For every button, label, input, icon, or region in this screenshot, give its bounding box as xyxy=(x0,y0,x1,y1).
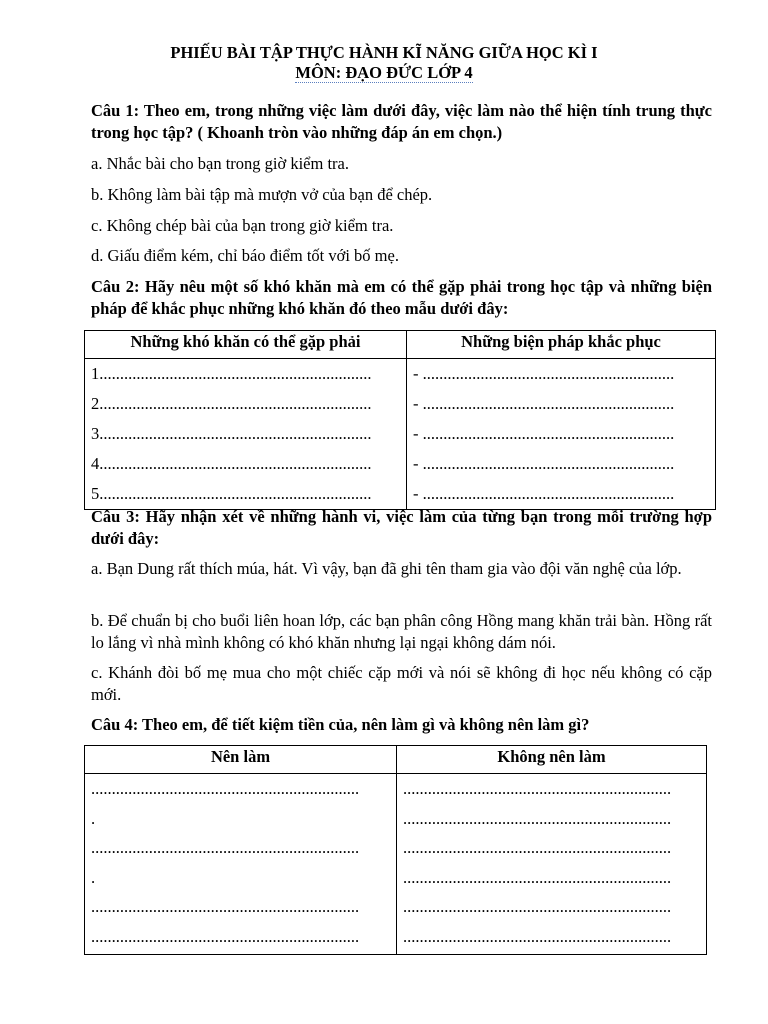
q2-solution-line: - ............................................................. xyxy=(413,394,675,413)
q2-difficulty-line: 2.................................................................. xyxy=(91,394,372,413)
q2-difficulty-line: 3.................................................................. xyxy=(91,424,372,443)
q2-header-difficulties: Những khó khăn có thể gặp phải xyxy=(85,331,407,359)
q4-header-should-not: Không nên làm xyxy=(397,746,707,774)
q4-should-line: ................................................................. xyxy=(91,838,360,857)
q2-difficulty-line: 1.................................................................. xyxy=(91,364,372,383)
q2-solution-line: - ............................................................. xyxy=(413,484,675,503)
q2-solutions-cell[interactable] xyxy=(407,359,716,510)
q4-should-not-cell[interactable] xyxy=(397,774,707,955)
q4-should-line: ................................................................. xyxy=(91,779,360,798)
q3-case-a: a. Bạn Dung rất thích múa, hát. Vì vậy, bạn đã ghi tên tham gia vào đội văn nghệ của lớp. xyxy=(91,559,682,578)
q2-solution-line: - ............................................................. xyxy=(413,424,675,443)
q4-header-should: Nên làm xyxy=(85,746,397,774)
q2-difficulty-line: 5.................................................................. xyxy=(91,484,372,503)
q4-should-line: . xyxy=(91,808,96,828)
q1-option-b: b. Không làm bài tập mà mượn vở của bạn để chép. xyxy=(91,185,433,204)
q3-case-c: c. Khánh đòi bố mẹ mua cho một chiếc cặp mới và nói sẽ không đi học nếu không có cặp mới. xyxy=(91,663,712,704)
subject-line: MÔN: ĐẠO ĐỨC LỚP 4 xyxy=(295,63,473,82)
q4-should-not-line: ................................................................. xyxy=(403,779,672,798)
q2-table xyxy=(84,330,716,510)
q4-should-line: . xyxy=(91,867,96,887)
q3-case-b: b. Để chuẩn bị cho buổi liên hoan lớp, các bạn phân công Hồng mang khăn trải bàn. Hồng rất lo lắng vì nhà mình không có khó khăn nhưng lại ngại không dám nói. xyxy=(91,611,712,652)
q1-option-d: d. Giấu điểm kém, chỉ báo điểm tốt với bố mẹ. xyxy=(91,246,399,265)
q4-should-not-line: ................................................................. xyxy=(403,808,672,828)
question-3: Câu 3: Hãy nhận xét về những hành vi, việc làm của từng bạn trong mỗi trường hợp dưới đây: xyxy=(91,507,712,548)
q2-difficulty-line: 4.................................................................. xyxy=(91,454,372,473)
q4-should-not-line: ................................................................. xyxy=(403,867,672,887)
q1-option-c: c. Không chép bài của bạn trong giờ kiểm tra. xyxy=(91,216,394,235)
q4-should-cell[interactable] xyxy=(85,774,397,955)
worksheet-subtitle xyxy=(0,63,768,83)
q4-should-line: ................................................................. xyxy=(91,897,360,916)
q4-should-line: ................................................................. xyxy=(91,926,360,946)
question-4: Câu 4: Theo em, để tiết kiệm tiền của, nên làm gì và không nên làm gì? xyxy=(91,715,590,734)
q4-should-not-line: ................................................................. xyxy=(403,838,672,857)
question-1: Câu 1: Theo em, trong những việc làm dưới đây, việc làm nào thể hiện tính trung thực trong học tập? ( Khoanh tròn vào những đáp án em chọn.) xyxy=(91,101,712,142)
q2-header-solutions: Những biện pháp khắc phục xyxy=(407,331,716,359)
q4-should-not-line: ................................................................. xyxy=(403,926,672,946)
q2-solution-line: - ............................................................. xyxy=(413,454,675,473)
worksheet-title: PHIẾU BÀI TẬP THỰC HÀNH KĨ NĂNG GIỮA HỌC KÌ I xyxy=(170,43,598,62)
q4-should-not-line: ................................................................. xyxy=(403,897,672,916)
q1-option-a: a. Nhắc bài cho bạn trong giờ kiểm tra. xyxy=(91,154,349,173)
q2-solution-line: - ............................................................. xyxy=(413,364,675,383)
question-2: Câu 2: Hãy nêu một số khó khăn mà em có thể gặp phải trong học tập và những biện pháp để khắc phục những khó khăn đó theo mẫu dưới đây: xyxy=(91,277,712,318)
q4-table xyxy=(84,745,707,955)
q2-difficulties-cell[interactable] xyxy=(85,359,407,510)
